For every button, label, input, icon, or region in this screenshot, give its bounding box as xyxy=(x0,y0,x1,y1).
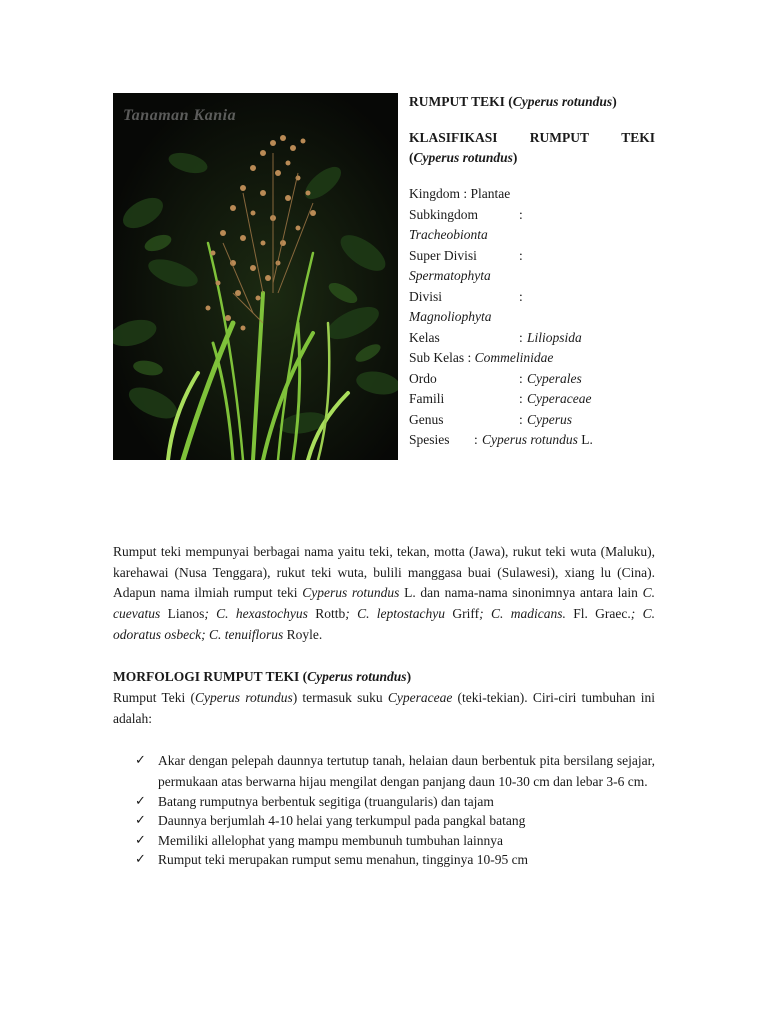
text-run: (teki-tekian). Ciri-ciri tumbuhan ini adalah: xyxy=(113,689,655,726)
title-prefix: RUMPUT TEKI ( xyxy=(409,94,513,109)
class-label: Ordo xyxy=(409,370,437,386)
cyperus-rotundus-image xyxy=(113,93,398,460)
article-body xyxy=(113,542,655,870)
class-row-ordo xyxy=(409,369,655,390)
class-label: Subkingdom xyxy=(409,206,479,222)
latin-run: Cyperus rotundus xyxy=(302,585,400,601)
class-value: Liliopsida xyxy=(527,329,582,345)
class-sep: : xyxy=(519,391,523,406)
heading-paren: ) xyxy=(512,150,518,165)
class-value: Cyperales xyxy=(527,370,582,386)
latin-run: ; C. hexastochyus xyxy=(204,606,308,622)
class-label: Spesies xyxy=(409,432,450,447)
photo-watermark: Tanaman Kania xyxy=(123,107,237,124)
classification-list xyxy=(409,184,655,451)
class-value: Cyperaceae xyxy=(527,391,592,406)
classification-heading xyxy=(409,128,655,168)
latin-run: Cyperus rotundus xyxy=(194,689,293,705)
list-item-text: Akar dengan pelepah daunnya tertutup tanah, helaian daun berbentuk pita bersilang sejajar, permukaan atas berwarna hijau mengilat dengan panjang daun 10-30 cm dan lebar 3-6 cm. xyxy=(158,752,655,789)
class-label: Super Divisi xyxy=(409,247,477,263)
intro-paragraph xyxy=(113,542,655,646)
class-sep: : xyxy=(519,411,523,427)
heading-suffix: ) xyxy=(406,668,412,684)
class-value: Tracheobionta xyxy=(409,227,488,242)
class-value: Commelinidae xyxy=(474,350,554,365)
latin-run: ; C. leptostachyu xyxy=(345,606,446,622)
heading-latin: Cyperus rotundus xyxy=(413,150,513,165)
class-value-tail: L. xyxy=(577,432,593,447)
class-label: Famili xyxy=(409,391,445,406)
morfologi-heading xyxy=(113,666,655,687)
class-sep: : xyxy=(519,288,523,304)
latin-run: C. cuevatus xyxy=(113,585,655,622)
text-run: Lianos xyxy=(160,606,205,622)
list-item xyxy=(113,831,655,851)
heading-word: KLASIFIKASI xyxy=(409,130,498,145)
check-mark-icon: ✓ xyxy=(135,852,146,868)
text-run: ) termasuk suku xyxy=(292,689,388,705)
heading-prefix: MORFOLOGI RUMPUT TEKI ( xyxy=(113,668,308,684)
title-suffix: ) xyxy=(612,94,617,109)
text-run: Fl. Graec. xyxy=(565,606,631,622)
latin-run: ; C. madicans. xyxy=(479,606,566,622)
heading-word: TEKI xyxy=(621,130,655,145)
list-item-text: Batang rumputnya berbentuk segitiga (truangularis) dan tajam xyxy=(158,793,494,809)
class-row-subkelas xyxy=(409,348,655,369)
check-mark-icon: ✓ xyxy=(135,793,146,809)
class-label: Genus xyxy=(409,411,444,427)
class-value: Cyperus xyxy=(527,411,572,427)
list-item xyxy=(113,850,655,870)
class-value-wrap xyxy=(482,430,593,451)
class-row-kelas xyxy=(409,328,655,349)
page-title xyxy=(409,92,655,112)
plant-photo xyxy=(113,93,398,460)
class-sep: : xyxy=(474,432,478,447)
class-row-divisi xyxy=(409,287,655,308)
class-label: Kingdom : Plantae xyxy=(409,186,511,201)
class-row-kingdom xyxy=(409,184,655,205)
list-item xyxy=(113,792,655,812)
heading-paren: ( xyxy=(409,150,414,165)
title-latin: Cyperus rotundus xyxy=(512,94,613,109)
class-value: Magnoliophyta xyxy=(409,309,492,324)
check-mark-icon: ✓ xyxy=(135,832,146,848)
class-label: Divisi xyxy=(409,288,443,304)
text-run: Rumput Teki ( xyxy=(113,689,195,705)
morfologi-paragraph xyxy=(113,687,655,729)
list-item xyxy=(113,750,655,792)
heading-latin: Cyperus rotundus xyxy=(307,668,407,684)
check-mark-icon: ✓ xyxy=(135,752,146,768)
list-item-text: Memiliki allelophat yang mampu membunuh tumbuhan lainnya xyxy=(158,832,503,848)
class-label: Kelas xyxy=(409,329,440,345)
check-mark-icon: ✓ xyxy=(135,813,146,829)
classification-panel xyxy=(409,92,655,451)
latin-run: ; C. odoratus osbeck; C. tenuiflorus xyxy=(113,606,656,642)
class-value: Cyperus rotundus xyxy=(482,432,578,447)
class-row-superdivisi xyxy=(409,246,655,267)
class-row-spesies xyxy=(409,430,655,451)
class-sep: : xyxy=(519,206,523,222)
text-run: Griff xyxy=(445,606,480,622)
class-label: Sub Kelas : xyxy=(409,350,475,365)
class-sep: : xyxy=(519,247,523,263)
feature-list xyxy=(113,750,655,870)
text-run: Rottb xyxy=(307,606,346,622)
list-item xyxy=(113,811,655,831)
class-sep: : xyxy=(519,329,523,345)
latin-run: Cyperaceae xyxy=(387,689,453,705)
class-row-famili xyxy=(409,389,655,410)
text-run: L. dan nama-nama sinonimnya antara lain xyxy=(399,585,643,601)
heading-word: RUMPUT xyxy=(529,130,589,145)
class-row-subkingdom xyxy=(409,205,655,226)
text-run: Rumput teki mempunyai berbagai nama yaitu teki, tekan, motta (Jawa), rukut teki wuta (Maluku), karehawai (Nusa Tenggara), rukut teki wuta, bulili manggasa buai (Sulawesi), xiang lu (Cina). Adapun nama ilmiah rumput teki xyxy=(113,544,655,601)
class-row-genus xyxy=(409,410,655,431)
text-run: Royle. xyxy=(283,626,323,642)
class-value: Spermatophyta xyxy=(409,268,491,283)
class-sep: : xyxy=(519,370,523,386)
list-item-text: Rumput teki merupakan rumput semu menahun, tingginya 10-95 cm xyxy=(158,852,529,868)
list-item-text: Daunnya berjumlah 4-10 helai yang terkumpul pada pangkal batang xyxy=(158,813,526,829)
